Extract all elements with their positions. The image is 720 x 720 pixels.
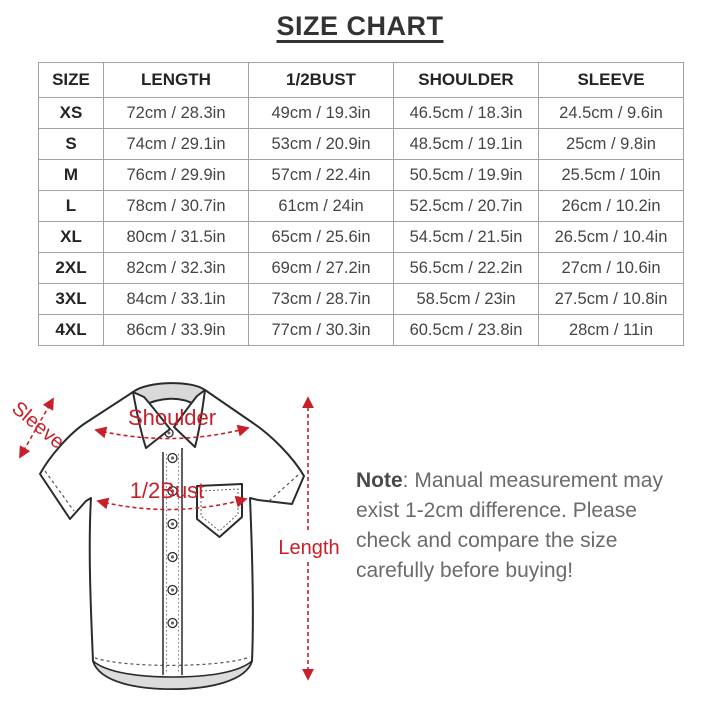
table-row [39, 160, 684, 191]
measurement-cell: 58.5cm / 23in [394, 284, 539, 315]
measurement-cell: 65cm / 25.6in [249, 222, 394, 253]
half-bust-label: 1/2Bust [129, 478, 205, 503]
column-header-1-2bust: 1/2BUST [249, 63, 394, 98]
size-cell: 2XL [39, 253, 104, 284]
measurement-cell: 48.5cm / 19.1in [394, 129, 539, 160]
size-cell: 4XL [39, 315, 104, 346]
shoulder-label: Shoulder [127, 405, 217, 430]
measurement-cell: 50.5cm / 19.9in [394, 160, 539, 191]
table-row [39, 315, 684, 346]
measurement-cell: 26cm / 10.2in [539, 191, 684, 222]
measurement-cell: 72cm / 28.3in [104, 98, 249, 129]
column-header-shoulder: SHOULDER [394, 63, 539, 98]
table-row [39, 284, 684, 315]
measurement-cell: 73cm / 28.7in [249, 284, 394, 315]
table-row [39, 129, 684, 160]
note-label: Note [356, 469, 403, 492]
measurement-cell: 27.5cm / 10.8in [539, 284, 684, 315]
measurement-cell: 86cm / 33.9in [104, 315, 249, 346]
table-row [39, 191, 684, 222]
size-cell: M [39, 160, 104, 191]
measurement-cell: 28cm / 11in [539, 315, 684, 346]
measurement-cell: 56.5cm / 22.2in [394, 253, 539, 284]
measurement-cell: 25cm / 9.8in [539, 129, 684, 160]
sleeve-label: Sleeve [7, 397, 69, 454]
measurement-cell: 53cm / 20.9in [249, 129, 394, 160]
measurement-cell: 60.5cm / 23.8in [394, 315, 539, 346]
measurement-cell: 27cm / 10.6in [539, 253, 684, 284]
column-header-size: SIZE [39, 63, 104, 98]
measurement-cell: 52.5cm / 20.7in [394, 191, 539, 222]
column-header-length: LENGTH [104, 63, 249, 98]
column-header-sleeve: SLEEVE [539, 63, 684, 98]
table-row [39, 222, 684, 253]
measurement-cell: 46.5cm / 18.3in [394, 98, 539, 129]
measurement-cell: 82cm / 32.3in [104, 253, 249, 284]
measurement-cell: 78cm / 30.7in [104, 191, 249, 222]
measurement-cell: 69cm / 27.2in [249, 253, 394, 284]
size-table-body [39, 98, 684, 346]
shirt-measurement-illustration [0, 370, 350, 712]
size-cell: L [39, 191, 104, 222]
measurement-cell: 76cm / 29.9in [104, 160, 249, 191]
measurement-cell: 77cm / 30.3in [249, 315, 394, 346]
length-label: Length [278, 537, 340, 559]
table-row [39, 253, 684, 284]
measurement-cell: 74cm / 29.1in [104, 129, 249, 160]
measurement-cell: 24.5cm / 9.6in [539, 98, 684, 129]
measurement-cell: 80cm / 31.5in [104, 222, 249, 253]
page-title: SIZE CHART [276, 11, 444, 41]
size-cell: 3XL [39, 284, 104, 315]
note-body: : Manual measurement may exist 1-2cm difference. Please check and compare the size carefully before buying! [356, 469, 663, 582]
note-text [356, 466, 694, 586]
measurement-cell: 49cm / 19.3in [249, 98, 394, 129]
measurement-cell: 61cm / 24in [249, 191, 394, 222]
size-cell: XL [39, 222, 104, 253]
measurement-diagram [0, 370, 350, 712]
size-table [38, 62, 684, 346]
measurement-cell: 84cm / 33.1in [104, 284, 249, 315]
measurement-cell: 54.5cm / 21.5in [394, 222, 539, 253]
measurement-cell: 57cm / 22.4in [249, 160, 394, 191]
table-row [39, 98, 684, 129]
table-header-row [39, 63, 684, 98]
size-cell: S [39, 129, 104, 160]
measurement-cell: 25.5cm / 10in [539, 160, 684, 191]
size-table-head [39, 63, 684, 98]
measurement-cell: 26.5cm / 10.4in [539, 222, 684, 253]
size-cell: XS [39, 98, 104, 129]
